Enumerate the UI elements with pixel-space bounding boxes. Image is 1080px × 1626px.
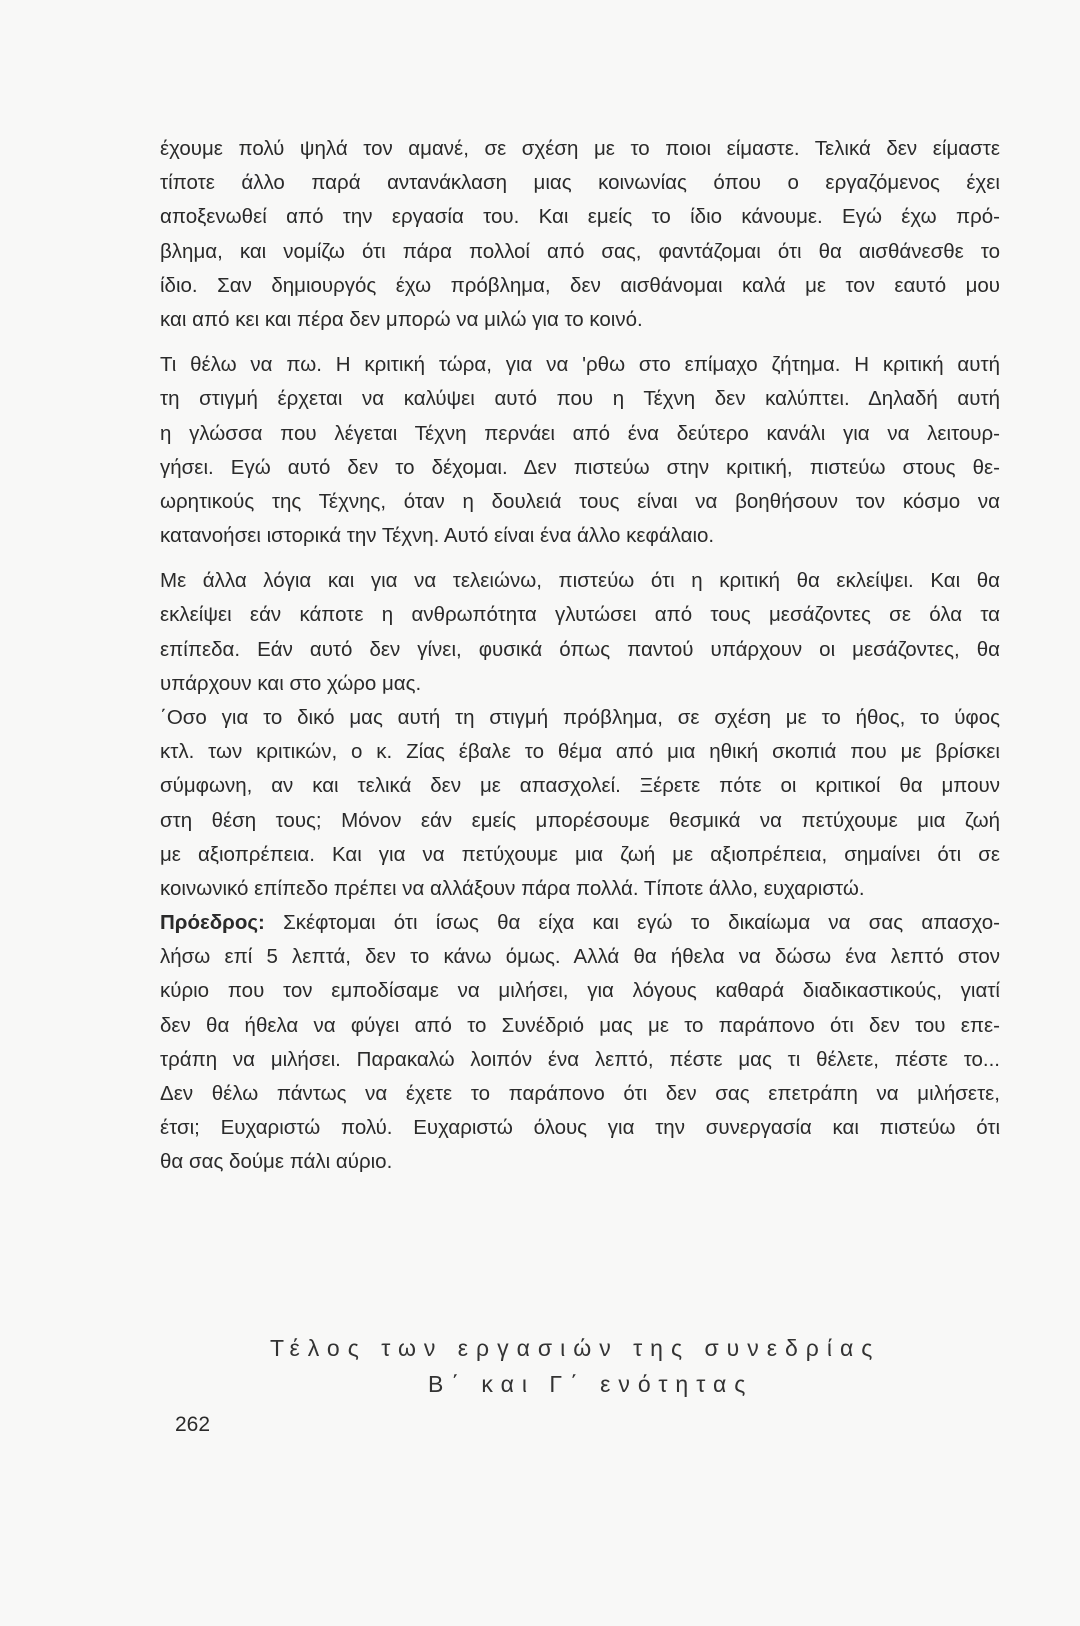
text-line: δεν θα ήθελα να φύγει από το Συνέδριό μας με το παράπονο ότι δεν του επε- bbox=[160, 1013, 1000, 1037]
body-text bbox=[160, 132, 1000, 906]
paragraph-2 bbox=[160, 348, 1000, 553]
text-line: βλημα, και νομίζω ότι πάρα πολλοί από σας, φαντάζομαι ότι θα αισθάνεσθε το bbox=[160, 239, 1000, 263]
president-remarks bbox=[160, 906, 1000, 1180]
text-line: τη στιγμή έρχεται να καλύψει αυτό που η Τέχνη δεν καλύπτει. Δηλαδή αυτή bbox=[160, 387, 1000, 411]
text-line: επίπεδα. Εάν αυτό δεν γίνει, φυσικά όπως παντού υπάρχουν οι μεσάζοντες, θα bbox=[160, 637, 1000, 661]
text-line: ίδιο. Σαν δημιουργός έχω πρόβλημα, δεν αισθάνομαι καλά με τον εαυτό μου bbox=[160, 273, 1000, 297]
text-line bbox=[160, 906, 1000, 940]
text-line: έχουμε πολύ ψηλά τον αμανέ, σε σχέση με το ποιοι είμαστε. Τελικά δεν είμαστε bbox=[160, 137, 1000, 160]
text-line: κοινωνικό επίπεδο πρέπει να αλλάξουν πάρα πολλά. Τίποτε άλλο, ευχαριστώ. bbox=[160, 876, 865, 900]
text-line: με αξιοπρέπεια. Και για να πετύχουμε μια ζωή με αξιοπρέπεια, σημαίνει ότι σε bbox=[160, 842, 1000, 866]
text-line: η γλώσσα που λέγεται Τέχνη περνάει από ένα δεύτερο κανάλι για να λειτουρ- bbox=[160, 421, 1000, 445]
text-line: έτσι; Ευχαριστώ πολύ. Ευχαριστώ όλους για την συνεργασία και πιστεύω ότι bbox=[160, 1116, 1000, 1140]
speaker-text: Σκέφτομαι ότι ίσως θα είχα και εγώ το δικαίωμα να σας απασχο- bbox=[264, 911, 1000, 934]
text-line: κτλ. των κριτικών, ο κ. Ζίας έβαλε το θέμα από μια ηθική σκοπιά που με βρίσκει bbox=[160, 740, 1000, 764]
text-line: στη θέση τους; Μόνον εάν εμείς μπορέσουμε θεσμικά να πετύχουμε μια ζωή bbox=[160, 808, 1000, 832]
closing-line-2: Β΄ και Γ΄ ενότητας bbox=[428, 1371, 754, 1397]
text-line: ΄Οσο για το δικό μας αυτή τη στιγμή πρόβλημα, σε σχέση με το ήθος, το ύφος bbox=[160, 706, 1000, 729]
text-line: κύριο που τον εμποδίσαμε να μιλήσει, για λόγους καθαρά διαδικαστικούς, γιατί bbox=[160, 979, 1000, 1003]
text-line: τίποτε άλλο παρά αντανάκλαση μιας κοινωνίας όπου ο εργαζόμενος έχει bbox=[160, 171, 1000, 195]
paragraph-1 bbox=[160, 132, 1000, 337]
paragraph-4 bbox=[160, 701, 1000, 906]
text-line: γήσει. Εγώ αυτό δεν το δέχομαι. Δεν πιστεύω στην κριτική, πιστεύω στους θε- bbox=[160, 455, 1000, 479]
page-number: 262 bbox=[175, 1413, 211, 1436]
text-line: αποξενωθεί από την εργασία του. Και εμείς το ίδιο κάνουμε. Εγώ έχω πρό- bbox=[160, 205, 1000, 229]
text-line: και από κει και πέρα δεν μπορώ να μιλώ για το κοινό. bbox=[160, 307, 643, 331]
closing-line-1: Τέλος των εργασιών της συνεδρίας bbox=[270, 1335, 881, 1361]
paragraph-3 bbox=[160, 564, 1000, 701]
text-line: Τι θέλω να πω. Η κριτική τώρα, για να 'ρθω στο επίμαχο ζήτημα. Η κριτική αυτή bbox=[160, 353, 1000, 377]
text-line: τράπη να μιλήσει. Παρακαλώ λοιπόν ένα λεπτό, πέστε μας τι θέλετε, πέστε το... bbox=[160, 1047, 1000, 1071]
text-line: κατανοήσει ιστορικά την Τέχνη. Αυτό είναι ένα άλλο κεφάλαιο. bbox=[160, 524, 715, 548]
text-line: θα σας δούμε πάλι αύριο. bbox=[160, 1150, 393, 1174]
text-line: ωρητικούς της Τέχνης, όταν η δουλειά τους είναι να βοηθήσουν τον κόσμο να bbox=[160, 489, 1000, 513]
text-line: υπάρχουν και στο χώρο μας. bbox=[160, 671, 422, 695]
text-line: εκλείψει εάν κάποτε η ανθρωπότητα γλυτώσει από τους μεσάζοντες σε όλα τα bbox=[160, 603, 1000, 627]
text-line: Με άλλα λόγια και για να τελειώνω, πιστεύω ότι η κριτική θα εκλείψει. Και θα bbox=[160, 569, 1000, 593]
text-line: σύμφωνη, αν και τελικά δεν με απασχολεί. Ξέρετε πότε οι κριτικοί θα μπουν bbox=[160, 774, 1000, 798]
text-line: λήσω επί 5 λεπτά, δεν το κάνω όμως. Αλλά θα ήθελα να δώσω ένα λεπτό στον bbox=[160, 945, 1000, 969]
text-line: Δεν θέλω πάντως να έχετε το παράπονο ότι δεν σας επετράπη να μιλήσετε, bbox=[160, 1081, 1000, 1105]
speaker-label: Πρόεδρος: bbox=[160, 911, 265, 934]
